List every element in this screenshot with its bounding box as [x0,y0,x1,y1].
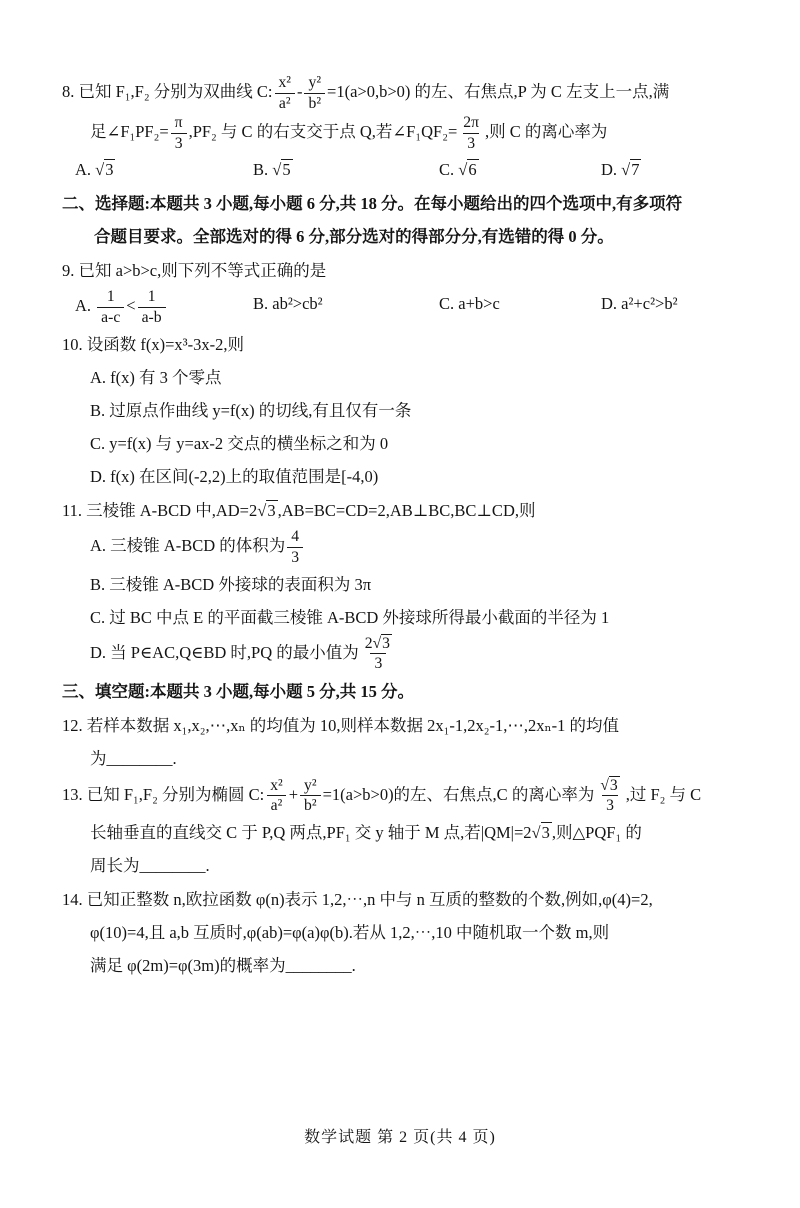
q14-stem-line-2: φ(10)=4,且 a,b 互质时,φ(ab)=φ(a)φ(b).若从 1,2,⋯,10 中随机取一个数 m,则 [90,922,610,942]
q10-option-c: C. y=f(x) 与 y=ax-2 交点的横坐标之和为 0 [90,434,389,454]
section-3-header-line-1: 三、填空题:本题共 3 小题,每小题 5 分,共 15 分。 [62,681,414,701]
q13-stem-line-2: 长轴垂直的直线交 C 于 P,Q 两点,PF₁ 交 y 轴于 M 点,若|QM|=2√3 ,则△PQF₁ 的 [90,822,642,842]
q11-stem: 11. 三棱锥 A-BCD 中,AD=2√3 ,AB=BC=CD=2,AB⊥BC,BC⊥CD,则 [62,501,536,521]
q8-option-d: D. √7 [601,160,640,180]
q10-option-a: A. f(x) 有 3 个零点 [90,368,222,388]
q14-stem-line-1: 14. 已知正整数 n,欧拉函数 φ(n)表示 1,2,⋯,n 中与 n 互质的整数的个数,例如,φ(4)=2, [62,889,653,909]
q9-option-b: B. ab²>cb² [253,294,323,314]
q11-option-b: B. 三棱锥 A-BCD 外接球的表面积为 3π [90,574,372,594]
q13-stem-line-1: 13. 已知 F₁,F₂ 分别为椭圆 C: $\frac{\text{x²}}{\text{a²}}$ + $\frac{\text{y²}}{\text{b²}}$ =1(a>b>0)的左、右焦点,C 的离心率为 $\frac{√3}{3}$ ,过 F₂ 与 C [62,776,702,815]
question-12 [62,709,738,775]
q10-stem: 10. 设函数 f(x)=x³-3x-2,则 [62,335,244,355]
q9-option-c: C. a+b>c [439,294,500,314]
q10-option-d: D. f(x) 在区间(-2,2)上的取值范围是[-4,0) [90,467,379,487]
q9-option-d: D. a²+c²>b² [601,294,678,314]
exam-content [62,72,738,982]
q10-option-b: B. 过原点作曲线 y=f(x) 的切线,有且仅有一条 [90,401,412,421]
question-14 [62,883,738,982]
q11-option-d: D. 当 P∈AC,Q∈BD 时,PQ 的最小值为 $\frac{2√3}{3}$ [90,634,390,673]
section-3-header [62,675,738,708]
q8-options [62,153,738,186]
footer-text: 数学试题 第 2 页(共 4 页) [304,1129,496,1146]
q8-option-a: A. √3 [75,160,114,180]
q9-option-a: A. $\frac{1}{a-c}$ < $\frac{1}{a-b}$ [75,287,253,327]
q12-stem-line-2: 为________. [90,748,177,768]
q8-option-b: B. √5 [253,160,291,180]
q11-option-c: C. 过 BC 中点 E 的平面截三棱锥 A-BCD 外接球所得最小截面的半径为 1 [90,607,610,627]
question-11 [62,494,738,673]
question-10 [62,328,738,493]
q11-option-a: A. 三棱锥 A-BCD 的体积为 $\frac{4}{3}$ [62,527,738,567]
q14-stem-line-3: 满足 φ(2m)=φ(3m)的概率为________. [90,955,356,975]
question-13 [62,776,738,882]
page-footer [62,1122,738,1208]
q9-stem: 9. 已知 a>b>c,则下列不等式正确的是 [62,261,327,281]
q9-options [62,287,738,327]
section-2-header-line-1: 二、选择题:本题共 3 小题,每小题 6 分,共 18 分。在每小题给出的四个选项中,有多项符 [62,194,683,214]
q12-stem-line-1: 12. 若样本数据 x₁,x₂,⋯,xₙ 的均值为 10,则样本数据 2x₁-1,2x₂-1,⋯,2xₙ-1 的均值 [62,715,620,735]
section-2-header-line-2: 合题目要求。全部选对的得 6 分,部分选对的得部分分,有选错的得 0 分。 [94,227,614,247]
question-9 [62,254,738,327]
q8-option-c: C. √6 [439,160,477,180]
q8-stem-line-1: 8. 已知 F₁,F₂ 分别为双曲线 C: $\frac{\text{x²}}{\text{a²}}$ - $\frac{\text{y²}}{\text{b²}}$ =1(a>0,b>0) 的左、右焦点,P 为 C 左支上一点,满 [62,74,670,112]
q8-stem-line-2: 足∠F₁PF₂= $\frac{\pi}{3}$ ,PF₂ 与 C 的右支交于点 Q,若∠F₁QF₂= $\frac{2\pi}{3}$ ,则 C 的离心率为 [90,114,608,152]
question-8 [62,73,738,186]
q13-stem-line-3: 周长为________. [90,855,210,875]
section-2-header [62,187,738,253]
